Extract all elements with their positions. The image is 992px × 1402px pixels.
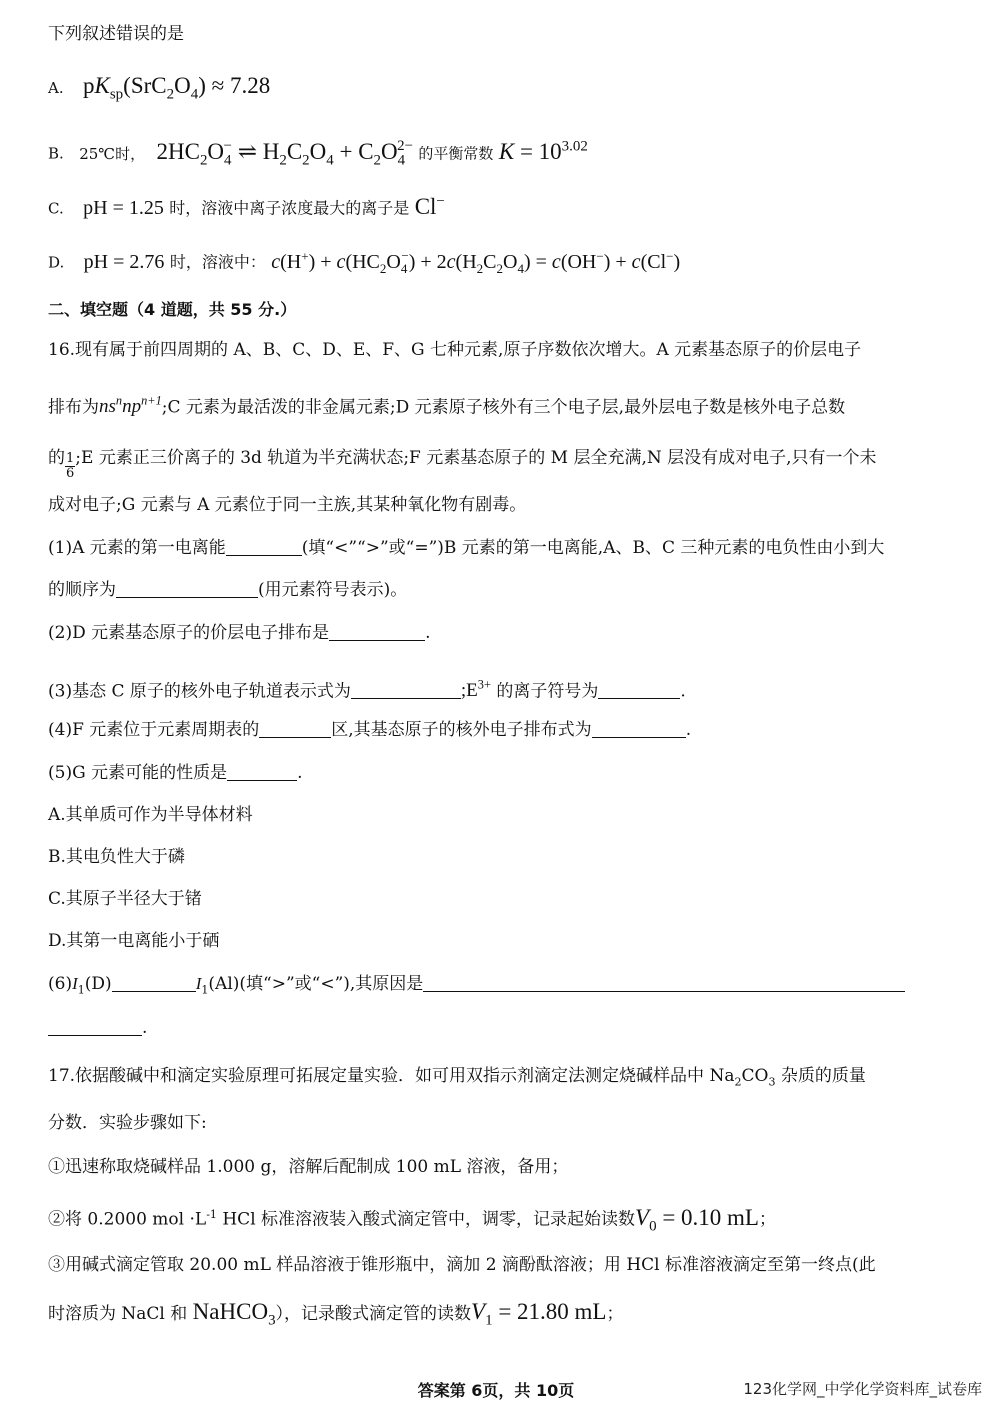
q16-line-4: 成对电子;G 元素与 A 元素位于同一主族,其某种氧化物有剧毒。 (48, 495, 527, 515)
answer-blank[interactable] (598, 680, 680, 699)
q17-line-2: 分数．实验步骤如下: (48, 1113, 207, 1133)
page-number: 答案第 6页，共 10页 (417, 1381, 575, 1400)
answer-blank[interactable] (116, 579, 258, 598)
q17-step-1: ①迅速称取烧碱样品 1.000 g，溶解后配制成 100 mL 溶液，备用； (48, 1157, 569, 1177)
q16-line-1: 16.现有属于前四周期的 A、B、C、D、E、F、G 七种元素,原子序数依次增大。A 元素基态原子的价层电子 (48, 340, 862, 360)
q17-step-3-cont: 时溶质为 NaCl 和 NaHCO$_3$），记录酸式滴定管的读数$V_1 = 21.80$ mL； (48, 1299, 624, 1329)
q17-line-1: 17.依据酸碱中和滴定实验原理可拓展定量实验．如可用双指示剂滴定法测定烧碱样品中 $Na_2CO_3$ 杂质的质量 (48, 1066, 866, 1089)
q16-option-c: C.其原子半径大于锗 (48, 889, 202, 909)
answer-blank[interactable] (329, 622, 425, 641)
q16-part-4: (4)F 元素位于元素周期表的 区,其基态原子的核外电子排布式为 . (48, 720, 692, 740)
q15-option-d: D. pH = 2.76 时，溶液中： $c(H^+) + c(HC_2O_4^-) + 2c(H_2C_2O_4) = c(OH^-) + c(Cl^-)$ (48, 248, 681, 276)
q16-part-5: (5)G 元素可能的性质是 . (48, 763, 303, 783)
answer-blank[interactable] (592, 719, 686, 738)
q16-option-a: A.其单质可作为半导体材料 (48, 805, 253, 825)
q16-part-6: $(6)I_1(D)$ $I_1(Al)$(填“>”或“<”),其原因是 (48, 972, 905, 1002)
answer-blank[interactable] (48, 1017, 142, 1036)
q16-part-2: (2)D 元素基态原子的价层电子排布是 . (48, 623, 431, 643)
q17-step-3: ③用碱式滴定管取 20.00 mL 样品溶液于锥形瓶中，滴加 2 滴酚酞溶液；用 HCl 标准溶液滴定至第一终点(此 (48, 1255, 876, 1275)
watermark-text: 123化学网_中学化学资料库_试卷库 (743, 1380, 982, 1398)
q16-part-6-cont: . (48, 1016, 147, 1040)
q16-option-d: D.其第一电离能小于硒 (48, 931, 220, 951)
answer-blank[interactable] (259, 719, 331, 738)
q15-stem: 下列叙述错误的是 (48, 24, 184, 44)
q15-option-c: C. pH = 1.25 时，溶液中离子浓度最大的离子是 Cl− (48, 193, 445, 219)
answer-blank[interactable] (351, 680, 461, 699)
q16-part-1-cont: 的顺序为 (用元素符号表示)。 (48, 580, 408, 600)
q16-line-3: 的 $\frac{1}{6}$ ;E 元素正三价离子的 3d 轨道为半充满状态;F 元素基态原子的 M 层全充满,N 层没有成对电子,只有一个未 (48, 448, 877, 481)
answer-blank[interactable] (226, 537, 302, 556)
q15-option-a: A. $pK_{sp}(SrC_2O_4) \approx 7.28$ (48, 73, 271, 103)
q16-line-2: 排布为$ns^nnp^{n+1};C$ 元素为最活泼的非金属元素;D 元素原子核外有三个电子层,最外层电子数是核外电子总数 (48, 394, 846, 418)
section-title: 二、填空题（4 道题，共 55 分.） (48, 300, 297, 319)
answer-blank[interactable] (423, 973, 905, 992)
q15-option-b: B. 25℃时， $2HC_2O_4^-$ ⇌ $H_2C_2O_4 + C_2O_4^{2-}$ 的平衡常数 $K = 10^{3.02}$ (48, 138, 588, 169)
answer-blank[interactable] (227, 762, 297, 781)
q16-option-b: B.其电负性大于磷 (48, 847, 185, 867)
fraction: $\frac{1}{6}$ (66, 451, 75, 481)
q16-part-3: (3)基态 C 原子的核外电子轨道表示式为 $;E^{3+}$ 的离子符号为 . (48, 678, 686, 702)
answer-blank[interactable] (112, 973, 196, 992)
q17-step-2: ②将 0.2000 mol $\cdot L^{-1}$ HCl 标准溶液装入酸式滴定管中，调零，记录起始读数$V_0 = 0.10$ mL； (48, 1204, 776, 1235)
q16-part-1: (1)A 元素的第一电离能 (填“<”“>”或“=”)B 元素的第一电离能,A、B、C 三种元素的电负性由小到大 (48, 538, 885, 558)
